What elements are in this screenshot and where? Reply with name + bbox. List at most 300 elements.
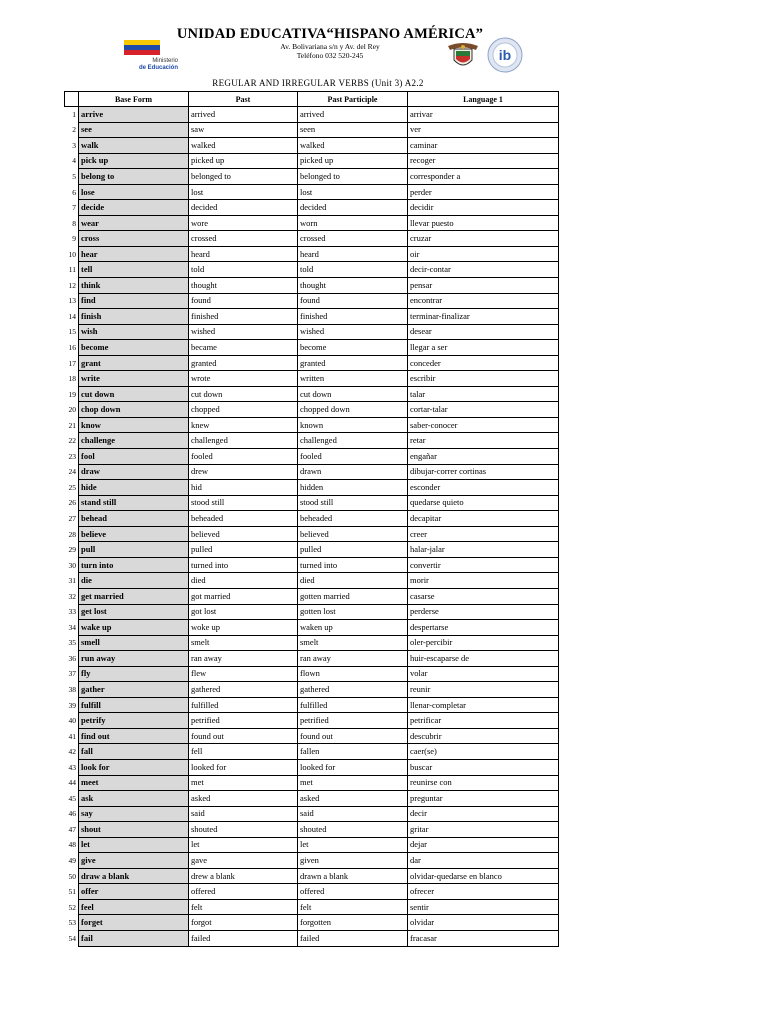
base-form-cell: believe xyxy=(79,526,189,542)
base-form-cell: arrive xyxy=(79,107,189,123)
base-form-cell: think xyxy=(79,278,189,294)
past-cell: wished xyxy=(189,324,298,340)
row-number: 23 xyxy=(65,449,79,465)
table-row xyxy=(65,340,559,356)
row-number: 54 xyxy=(65,930,79,946)
language-1-cell: dejar xyxy=(408,837,559,853)
base-form-cell: grant xyxy=(79,355,189,371)
base-form-cell: stand still xyxy=(79,495,189,511)
language-1-cell: reunir xyxy=(408,682,559,698)
past-participle-cell: known xyxy=(298,417,408,433)
row-number: 45 xyxy=(65,791,79,807)
row-number: 20 xyxy=(65,402,79,418)
row-number: 1 xyxy=(65,107,79,123)
table-row xyxy=(65,930,559,946)
table-row xyxy=(65,480,559,496)
language-1-cell: preguntar xyxy=(408,791,559,807)
ib-logo-text: ib xyxy=(498,47,512,63)
past-cell: hid xyxy=(189,480,298,496)
row-number: 8 xyxy=(65,215,79,231)
table-row xyxy=(65,915,559,931)
table-row xyxy=(65,526,559,542)
row-number: 35 xyxy=(65,635,79,651)
ministry-caption-line2: de Educación xyxy=(138,65,178,71)
base-form-cell: fall xyxy=(79,744,189,760)
row-number: 32 xyxy=(65,588,79,604)
row-number: 43 xyxy=(65,759,79,775)
language-1-cell: talar xyxy=(408,386,559,402)
base-form-cell: meet xyxy=(79,775,189,791)
school-name: UNIDAD EDUCATIVA“HISPANO AMÉRICA” xyxy=(176,26,484,42)
table-row xyxy=(65,449,559,465)
past-participle-cell: waken up xyxy=(298,620,408,636)
language-1-cell: caminar xyxy=(408,138,559,154)
past-cell: told xyxy=(189,262,298,278)
past-cell: crossed xyxy=(189,231,298,247)
past-cell: saw xyxy=(189,122,298,138)
past-participle-cell: drawn a blank xyxy=(298,868,408,884)
row-number: 52 xyxy=(65,899,79,915)
table-row xyxy=(65,837,559,853)
base-form-cell: fool xyxy=(79,449,189,465)
row-number: 9 xyxy=(65,231,79,247)
past-cell: fulfilled xyxy=(189,697,298,713)
past-participle-cell: finished xyxy=(298,309,408,325)
table-row xyxy=(65,215,559,231)
past-cell: thought xyxy=(189,278,298,294)
row-number: 34 xyxy=(65,620,79,636)
table-row xyxy=(65,309,559,325)
past-cell: got lost xyxy=(189,604,298,620)
document-header xyxy=(0,0,768,90)
base-form-cell: look for xyxy=(79,759,189,775)
language-1-cell: perderse xyxy=(408,604,559,620)
table-row xyxy=(65,138,559,154)
past-participle-cell: met xyxy=(298,775,408,791)
past-participle-cell: believed xyxy=(298,526,408,542)
row-number: 26 xyxy=(65,495,79,511)
language-1-cell: petrificar xyxy=(408,713,559,729)
base-form-cell: wish xyxy=(79,324,189,340)
past-cell: heard xyxy=(189,246,298,262)
base-form-cell: find xyxy=(79,293,189,309)
past-participle-cell: shouted xyxy=(298,822,408,838)
base-form-cell: offer xyxy=(79,884,189,900)
base-form-cell: gather xyxy=(79,682,189,698)
past-cell: drew a blank xyxy=(189,868,298,884)
language-1-cell: huir-escaparse de xyxy=(408,651,559,667)
row-number: 22 xyxy=(65,433,79,449)
language-1-cell: ofrecer xyxy=(408,884,559,900)
language-1-cell: fracasar xyxy=(408,930,559,946)
base-form-cell: walk xyxy=(79,138,189,154)
row-number: 51 xyxy=(65,884,79,900)
past-cell: fell xyxy=(189,744,298,760)
language-1-cell: llenar-completar xyxy=(408,697,559,713)
row-number: 18 xyxy=(65,371,79,387)
past-cell: finished xyxy=(189,309,298,325)
verbs-table xyxy=(64,91,559,947)
past-cell: gathered xyxy=(189,682,298,698)
language-1-cell: arrivar xyxy=(408,107,559,123)
language-1-cell: sentir xyxy=(408,899,559,915)
base-form-cell: wear xyxy=(79,215,189,231)
past-cell: gave xyxy=(189,853,298,869)
past-cell: felt xyxy=(189,899,298,915)
language-1-cell: encontrar xyxy=(408,293,559,309)
past-cell: believed xyxy=(189,526,298,542)
ministry-caption xyxy=(118,58,178,72)
base-form-cell: finish xyxy=(79,309,189,325)
past-cell: wore xyxy=(189,215,298,231)
past-participle-cell: wished xyxy=(298,324,408,340)
table-row xyxy=(65,433,559,449)
past-participle-cell: died xyxy=(298,573,408,589)
table-row xyxy=(65,697,559,713)
past-participle-cell: beheaded xyxy=(298,511,408,527)
past-cell: decided xyxy=(189,200,298,216)
row-number: 19 xyxy=(65,386,79,402)
row-number: 16 xyxy=(65,340,79,356)
base-form-cell: decide xyxy=(79,200,189,216)
table-row xyxy=(65,355,559,371)
row-number: 39 xyxy=(65,697,79,713)
language-1-cell: recoger xyxy=(408,153,559,169)
document-title: REGULAR AND IRREGULAR VERBS (Unit 3) A2.2 xyxy=(212,78,424,88)
table-row xyxy=(65,604,559,620)
row-number: 42 xyxy=(65,744,79,760)
language-1-cell: oir xyxy=(408,246,559,262)
base-form-cell: let xyxy=(79,837,189,853)
row-number: 27 xyxy=(65,511,79,527)
table-row xyxy=(65,822,559,838)
language-1-cell: escribir xyxy=(408,371,559,387)
table-row xyxy=(65,246,559,262)
past-participle-cell: pulled xyxy=(298,542,408,558)
past-participle-cell: decided xyxy=(298,200,408,216)
past-participle-cell: ran away xyxy=(298,651,408,667)
language-1-cell: quedarse quieto xyxy=(408,495,559,511)
table-row xyxy=(65,464,559,480)
base-form-cell: get lost xyxy=(79,604,189,620)
past-participle-cell: become xyxy=(298,340,408,356)
past-cell: offered xyxy=(189,884,298,900)
past-cell: woke up xyxy=(189,620,298,636)
base-form-cell: forget xyxy=(79,915,189,931)
past-participle-cell: asked xyxy=(298,791,408,807)
past-participle-cell: offered xyxy=(298,884,408,900)
past-cell: fooled xyxy=(189,449,298,465)
table-row xyxy=(65,884,559,900)
past-cell: arrived xyxy=(189,107,298,123)
past-participle-cell: cut down xyxy=(298,386,408,402)
table-row xyxy=(65,293,559,309)
past-participle-cell: walked xyxy=(298,138,408,154)
table-row xyxy=(65,511,559,527)
row-number: 49 xyxy=(65,853,79,869)
past-participle-cell: turned into xyxy=(298,557,408,573)
language-1-cell: olvidar-quedarse en blanco xyxy=(408,868,559,884)
past-cell: walked xyxy=(189,138,298,154)
past-cell: lost xyxy=(189,184,298,200)
past-cell: failed xyxy=(189,930,298,946)
table-row xyxy=(65,169,559,185)
table-row xyxy=(65,542,559,558)
past-cell: found xyxy=(189,293,298,309)
past-cell: petrified xyxy=(189,713,298,729)
base-form-cell: pull xyxy=(79,542,189,558)
past-cell: knew xyxy=(189,417,298,433)
table-row xyxy=(65,868,559,884)
table-row xyxy=(65,791,559,807)
table-row xyxy=(65,153,559,169)
base-form-cell: write xyxy=(79,371,189,387)
past-cell: ran away xyxy=(189,651,298,667)
language-1-cell: oler-percibir xyxy=(408,635,559,651)
base-form-cell: draw a blank xyxy=(79,868,189,884)
row-number: 40 xyxy=(65,713,79,729)
base-form-cell: say xyxy=(79,806,189,822)
base-form-cell: behead xyxy=(79,511,189,527)
language-1-cell: gritar xyxy=(408,822,559,838)
past-cell: granted xyxy=(189,355,298,371)
row-number: 12 xyxy=(65,278,79,294)
row-number: 25 xyxy=(65,480,79,496)
table-row xyxy=(65,588,559,604)
past-cell: said xyxy=(189,806,298,822)
past-participle-cell: smelt xyxy=(298,635,408,651)
language-1-cell: convertir xyxy=(408,557,559,573)
row-number: 15 xyxy=(65,324,79,340)
past-participle-cell: petrified xyxy=(298,713,408,729)
row-number: 11 xyxy=(65,262,79,278)
base-form-cell: find out xyxy=(79,728,189,744)
past-cell: got married xyxy=(189,588,298,604)
language-1-cell: engañar xyxy=(408,449,559,465)
table-row xyxy=(65,557,559,573)
table-row xyxy=(65,371,559,387)
base-form-cell: tell xyxy=(79,262,189,278)
base-form-cell: wake up xyxy=(79,620,189,636)
row-number: 44 xyxy=(65,775,79,791)
language-1-cell: casarse xyxy=(408,588,559,604)
row-number: 37 xyxy=(65,666,79,682)
base-form-cell: belong to xyxy=(79,169,189,185)
language-1-cell: terminar-finalizar xyxy=(408,309,559,325)
language-1-cell: olvidar xyxy=(408,915,559,931)
past-participle-cell: failed xyxy=(298,930,408,946)
base-form-cell: know xyxy=(79,417,189,433)
table-row xyxy=(65,806,559,822)
past-cell: belonged to xyxy=(189,169,298,185)
row-number: 5 xyxy=(65,169,79,185)
row-number: 48 xyxy=(65,837,79,853)
address-line-1: Av. Bolivariana s/n y Av. del Rey xyxy=(280,42,380,51)
past-cell: met xyxy=(189,775,298,791)
table-row xyxy=(65,417,559,433)
table-row xyxy=(65,278,559,294)
ministry-caption-line1: Ministerio xyxy=(152,58,178,64)
past-cell: let xyxy=(189,837,298,853)
past-cell: smelt xyxy=(189,635,298,651)
base-form-cell: cut down xyxy=(79,386,189,402)
column-header-past: Past xyxy=(189,92,298,107)
language-1-cell: decapitar xyxy=(408,511,559,527)
base-form-cell: fly xyxy=(79,666,189,682)
past-participle-cell: felt xyxy=(298,899,408,915)
past-participle-cell: found xyxy=(298,293,408,309)
language-1-cell: cruzar xyxy=(408,231,559,247)
language-1-cell: desear xyxy=(408,324,559,340)
past-cell: picked up xyxy=(189,153,298,169)
base-form-cell: pick up xyxy=(79,153,189,169)
row-number: 46 xyxy=(65,806,79,822)
past-participle-cell: challenged xyxy=(298,433,408,449)
past-participle-cell: given xyxy=(298,853,408,869)
base-form-cell: turn into xyxy=(79,557,189,573)
base-form-cell: see xyxy=(79,122,189,138)
base-form-cell: fail xyxy=(79,930,189,946)
row-number: 14 xyxy=(65,309,79,325)
past-cell: beheaded xyxy=(189,511,298,527)
table-row xyxy=(65,495,559,511)
row-number: 24 xyxy=(65,464,79,480)
row-number: 17 xyxy=(65,355,79,371)
language-1-cell: ver xyxy=(408,122,559,138)
language-1-cell: decir-contar xyxy=(408,262,559,278)
past-participle-cell: granted xyxy=(298,355,408,371)
ib-logo-icon xyxy=(486,36,524,74)
verbs-table-body xyxy=(65,107,559,947)
past-cell: turned into xyxy=(189,557,298,573)
past-participle-cell: lost xyxy=(298,184,408,200)
language-1-cell: saber-conocer xyxy=(408,417,559,433)
school-crest-icon xyxy=(446,38,480,72)
row-number: 41 xyxy=(65,728,79,744)
language-1-cell: dibujar-correr cortinas xyxy=(408,464,559,480)
language-1-cell: halar-jalar xyxy=(408,542,559,558)
past-participle-cell: said xyxy=(298,806,408,822)
past-participle-cell: belonged to xyxy=(298,169,408,185)
language-1-cell: decir xyxy=(408,806,559,822)
table-row xyxy=(65,759,559,775)
table-row xyxy=(65,635,559,651)
past-cell: forgot xyxy=(189,915,298,931)
table-row xyxy=(65,573,559,589)
language-1-cell: dar xyxy=(408,853,559,869)
language-1-cell: esconder xyxy=(408,480,559,496)
base-form-cell: cross xyxy=(79,231,189,247)
language-1-cell: reunirse con xyxy=(408,775,559,791)
language-1-cell: corresponder a xyxy=(408,169,559,185)
language-1-cell: despertarse xyxy=(408,620,559,636)
table-row xyxy=(65,620,559,636)
table-row xyxy=(65,651,559,667)
base-form-cell: hide xyxy=(79,480,189,496)
language-1-cell: decidir xyxy=(408,200,559,216)
row-number: 33 xyxy=(65,604,79,620)
base-form-cell: die xyxy=(79,573,189,589)
past-participle-cell: gotten lost xyxy=(298,604,408,620)
row-number: 28 xyxy=(65,526,79,542)
address-line-2: Teléfono 032 520-245 xyxy=(296,50,364,60)
language-1-cell: morir xyxy=(408,573,559,589)
row-number: 47 xyxy=(65,822,79,838)
past-participle-cell: gotten married xyxy=(298,588,408,604)
past-participle-cell: fooled xyxy=(298,449,408,465)
past-participle-cell: crossed xyxy=(298,231,408,247)
row-number: 21 xyxy=(65,417,79,433)
table-row xyxy=(65,666,559,682)
table-row xyxy=(65,324,559,340)
past-participle-cell: looked for xyxy=(298,759,408,775)
table-row xyxy=(65,682,559,698)
past-participle-cell: seen xyxy=(298,122,408,138)
row-number: 36 xyxy=(65,651,79,667)
past-participle-cell: gathered xyxy=(298,682,408,698)
language-1-cell: caer(se) xyxy=(408,744,559,760)
past-participle-cell: heard xyxy=(298,246,408,262)
past-participle-cell: hidden xyxy=(298,480,408,496)
past-cell: became xyxy=(189,340,298,356)
past-participle-cell: written xyxy=(298,371,408,387)
language-1-cell: llegar a ser xyxy=(408,340,559,356)
table-row xyxy=(65,775,559,791)
row-number: 6 xyxy=(65,184,79,200)
base-form-cell: chop down xyxy=(79,402,189,418)
language-1-cell: pensar xyxy=(408,278,559,294)
table-row xyxy=(65,899,559,915)
base-form-cell: hear xyxy=(79,246,189,262)
flag-stripe-red xyxy=(124,50,160,55)
table-row xyxy=(65,713,559,729)
column-header-base-form: Base Form xyxy=(79,92,189,107)
past-cell: asked xyxy=(189,791,298,807)
row-number: 3 xyxy=(65,138,79,154)
past-cell: flew xyxy=(189,666,298,682)
column-header-past-participle: Past Participle xyxy=(298,92,408,107)
past-participle-cell: picked up xyxy=(298,153,408,169)
table-row xyxy=(65,853,559,869)
past-participle-cell: flown xyxy=(298,666,408,682)
past-participle-cell: fulfilled xyxy=(298,697,408,713)
table-header-row xyxy=(65,92,559,107)
language-1-cell: perder xyxy=(408,184,559,200)
past-participle-cell: fallen xyxy=(298,744,408,760)
past-participle-cell: forgotten xyxy=(298,915,408,931)
table-row xyxy=(65,402,559,418)
past-participle-cell: found out xyxy=(298,728,408,744)
number-column-header xyxy=(65,92,79,107)
row-number: 10 xyxy=(65,246,79,262)
table-row xyxy=(65,200,559,216)
base-form-cell: fulfill xyxy=(79,697,189,713)
row-number: 13 xyxy=(65,293,79,309)
past-participle-cell: let xyxy=(298,837,408,853)
ecuador-flag-icon xyxy=(124,40,160,56)
base-form-cell: challenge xyxy=(79,433,189,449)
base-form-cell: draw xyxy=(79,464,189,480)
past-participle-cell: thought xyxy=(298,278,408,294)
language-1-cell: retar xyxy=(408,433,559,449)
table-row xyxy=(65,122,559,138)
base-form-cell: feel xyxy=(79,899,189,915)
base-form-cell: run away xyxy=(79,651,189,667)
past-participle-cell: chopped down xyxy=(298,402,408,418)
table-row xyxy=(65,728,559,744)
language-1-cell: llevar puesto xyxy=(408,215,559,231)
past-participle-cell: worn xyxy=(298,215,408,231)
